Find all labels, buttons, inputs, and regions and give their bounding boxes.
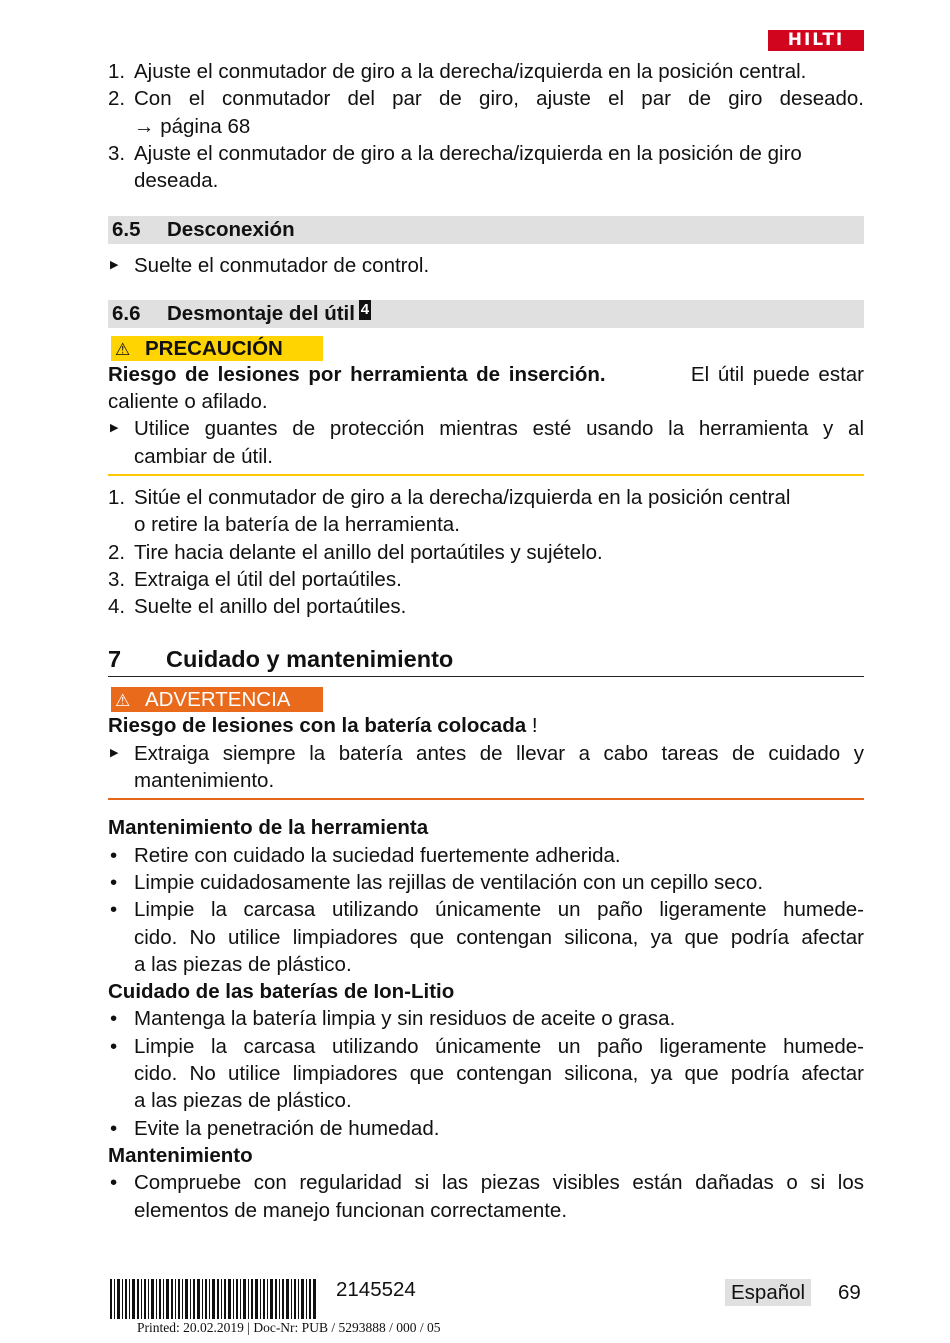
- step-text: Extraiga el útil del portaútiles.: [134, 567, 402, 591]
- list-item: [108, 1169, 864, 1224]
- language-label: Español: [725, 1279, 811, 1306]
- bullet-icon: •: [110, 843, 118, 867]
- chapter-number: 7: [108, 646, 122, 673]
- page-number: 69: [838, 1281, 861, 1304]
- list-item: [108, 1005, 864, 1032]
- step-text: Ajuste el conmutador de giro a la derecha/izquierda en la posición de giro: [134, 141, 802, 165]
- warning-statement: [108, 712, 864, 739]
- step-number: 4.: [108, 595, 126, 619]
- removal-steps: [108, 484, 864, 620]
- list-item: [108, 566, 864, 593]
- action-text: Utilice guantes de protección mientras esté usando la herramienta y al: [134, 417, 864, 441]
- item-text: Limpie la carcasa utilizando únicamente un paño ligeramente humede-: [134, 1034, 864, 1058]
- caution-text: El útil puede estar: [690, 362, 864, 386]
- item-text: elementos de manejo funcionan correctamente.: [134, 1198, 568, 1222]
- section-heading-6-5: [108, 216, 864, 244]
- caution-block: [108, 336, 864, 476]
- list-item: [108, 140, 864, 195]
- warning-label-text: ADVERTENCIA: [145, 688, 291, 712]
- warning-block: [108, 687, 864, 800]
- item-text: cido. No utilice limpiadores que contengan silicona, ya que podría afectar: [134, 1062, 864, 1086]
- group-title: Mantenimiento: [108, 1143, 253, 1167]
- section-number: 6.5: [112, 218, 141, 242]
- list-item: [108, 896, 864, 978]
- section-title: Desmontaje del útil: [167, 301, 355, 325]
- list-item: [108, 539, 864, 566]
- step-text: Tire hacia delante el anillo del portaútiles y sujételo.: [134, 540, 603, 564]
- item-text: cido. No utilice limpiadores que contengan silicona, ya que podría afectar: [134, 925, 864, 949]
- section-heading-6-6: [108, 300, 864, 328]
- intro-steps: [108, 58, 864, 194]
- section-number: 6.6: [112, 301, 141, 325]
- caution-label: [111, 336, 323, 361]
- list-item: [108, 842, 864, 869]
- figure-reference-badge[interactable]: 4: [360, 300, 370, 318]
- item-text: a las piezas de plástico.: [134, 952, 352, 976]
- list-item: [108, 1033, 864, 1115]
- print-info: Printed: 20.02.2019 | Doc-Nr: PUB / 5293888 / 000 / 05: [137, 1320, 441, 1335]
- list-item: [108, 1115, 864, 1142]
- group-title: Cuidado de las baterías de Ion-Litio: [108, 980, 455, 1004]
- list-item: [108, 85, 864, 140]
- caution-text-continued: caliente o afilado.: [108, 390, 268, 414]
- action-text: cambiar de útil.: [134, 444, 274, 468]
- caution-statement: [108, 361, 864, 388]
- maintenance-general-group: [108, 1142, 864, 1224]
- item-text: Limpie cuidadosamente las rejillas de ventilación con un cepillo seco.: [134, 870, 764, 894]
- action-text: Suelte el conmutador de control.: [134, 254, 430, 278]
- warning-label: [111, 687, 323, 712]
- item-text: Evite la penetración de humedad.: [134, 1116, 440, 1140]
- page-content: [108, 58, 864, 1224]
- item-text: Compruebe con regularidad si las piezas visibles están dañadas o si los: [134, 1171, 864, 1195]
- document-code: 2145524: [336, 1278, 416, 1301]
- chapter-title: Cuidado y mantenimiento: [166, 646, 454, 673]
- page-reference-link[interactable]: → página 68: [134, 114, 251, 138]
- action-item: [108, 740, 864, 795]
- step-number: 3.: [108, 567, 126, 591]
- step-number: 1.: [108, 485, 126, 509]
- bullet-icon: •: [110, 1007, 118, 1031]
- step-number: 2.: [108, 540, 126, 564]
- warning-triangle-icon: ⚠: [115, 339, 131, 359]
- item-text: Mantenga la batería limpia y sin residuos de aceite o grasa.: [134, 1007, 676, 1031]
- step-text: o retire la batería de la herramienta.: [134, 513, 460, 537]
- caution-bold-text: Riesgo de lesiones por herramienta de inserción.: [108, 362, 606, 386]
- step-text: deseada.: [134, 169, 219, 193]
- bullet-icon: •: [110, 898, 118, 922]
- action-item: [108, 252, 864, 279]
- hilti-logo: HILTI: [768, 30, 864, 51]
- item-text: Retire con cuidado la suciedad fuertemente adherida.: [134, 843, 621, 867]
- step-text: Ajuste el conmutador de giro a la derecha/izquierda en la posición central.: [134, 60, 807, 83]
- warning-triangle-icon: ⚠: [115, 691, 131, 711]
- triangle-bullet-icon: ▶: [110, 746, 119, 759]
- battery-care-group: [108, 978, 864, 1142]
- step-text: Con el conmutador del par de giro, ajuste el par de giro deseado.: [134, 87, 864, 111]
- group-title: Mantenimiento de la herramienta: [108, 816, 429, 840]
- list-item: [108, 869, 864, 896]
- action-text: Extraiga siempre la batería antes de llevar a cabo tareas de cuidado y: [134, 741, 864, 765]
- item-text: a las piezas de plástico.: [134, 1089, 352, 1113]
- list-item: [108, 593, 864, 620]
- step-number: 3.: [108, 141, 126, 165]
- chapter-heading-7: [108, 642, 864, 677]
- action-item: [108, 415, 864, 470]
- action-text: mantenimiento.: [134, 769, 275, 793]
- maintenance-group: [108, 814, 864, 978]
- warning-tail: !: [526, 714, 538, 738]
- item-text: Limpie la carcasa utilizando únicamente un paño ligeramente humede-: [134, 898, 864, 922]
- warning-bold-text: Riesgo de lesiones con la batería colocada: [108, 714, 527, 738]
- step-number: 1.: [108, 60, 126, 83]
- triangle-bullet-icon: ▶: [110, 259, 119, 272]
- bullet-icon: •: [110, 870, 118, 894]
- list-item: [108, 58, 864, 85]
- bullet-icon: •: [110, 1171, 118, 1195]
- caution-label-text: PRECAUCIÓN: [145, 336, 283, 360]
- step-text: Suelte el anillo del portaútiles.: [134, 595, 407, 619]
- barcode-image: [110, 1279, 316, 1319]
- section-title: Desconexión: [167, 218, 295, 242]
- step-number: 2.: [108, 87, 126, 111]
- list-item: [108, 484, 864, 539]
- step-text: Sitúe el conmutador de giro a la derecha/izquierda en la posición central: [134, 485, 791, 509]
- bullet-icon: •: [110, 1116, 118, 1140]
- triangle-bullet-icon: ▶: [110, 422, 119, 435]
- bullet-icon: •: [110, 1034, 118, 1058]
